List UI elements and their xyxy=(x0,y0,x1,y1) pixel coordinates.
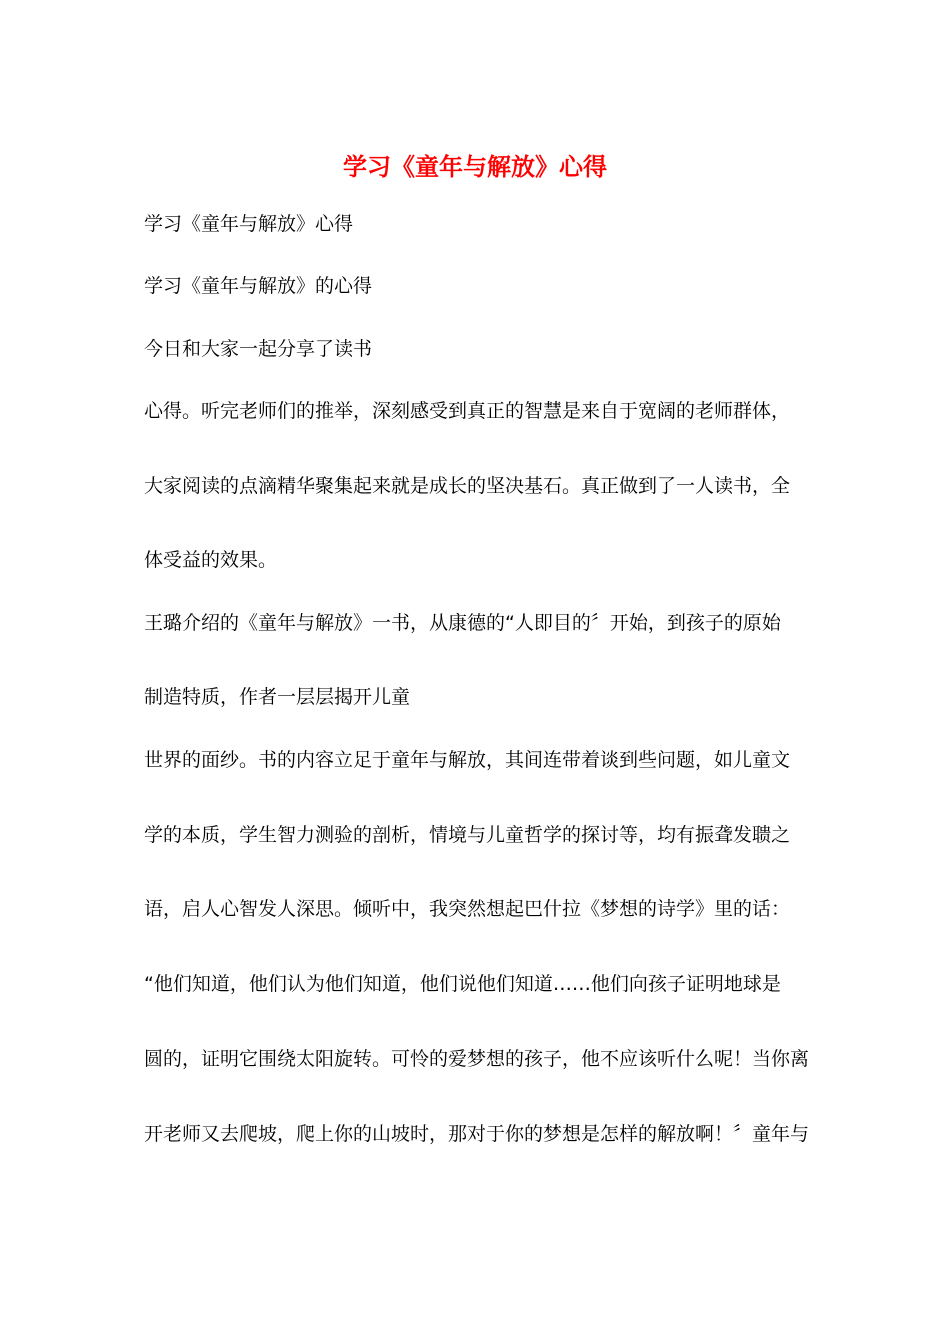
body-line-8: 制造特质，作者一层层揭开儿童 xyxy=(144,686,411,708)
body-line-6: 体受益的效果。 xyxy=(144,549,278,571)
body-line-1: 学习《童年与解放》心得 xyxy=(144,213,354,235)
body-line-13: 圆的，证明它围绕太阳旋转。可怜的爱梦想的孩子，他不应该听什么呢！当你离 xyxy=(144,1048,810,1070)
body-line-10: 学的本质，学生智力测验的剖析，情境与儿童哲学的探讨等，均有振聋发聩之 xyxy=(144,824,791,846)
body-line-2: 学习《童年与解放》的心得 xyxy=(144,275,373,297)
body-line-9: 世界的面纱。书的内容立足于童年与解放，其间连带着谈到些问题，如儿童文 xyxy=(144,749,791,771)
body-line-3: 今日和大家一起分享了读书 xyxy=(144,338,373,360)
body-line-12: “他们知道，他们认为他们知道，他们说他们知道……他们向孩子证明地球是 xyxy=(144,973,781,995)
body-line-11: 语，启人心智发人深思。倾听中，我突然想起巴什拉《梦想的诗学》里的话： xyxy=(144,898,791,920)
body-line-14: 开老师又去爬坡，爬上你的山坡时，那对于你的梦想是怎样的解放啊！〞童年与 xyxy=(144,1123,810,1145)
body-line-4: 心得。听完老师们的推举，深刻感受到真正的智慧是来自于宽阔的老师群体， xyxy=(144,400,791,422)
document-title: 学习《童年与解放》心得 xyxy=(343,152,607,181)
body-line-7: 王璐介绍的《童年与解放》一书，从康德的“人即目的〞开始，到孩子的原始 xyxy=(144,612,781,634)
body-line-5: 大家阅读的点滴精华聚集起来就是成长的坚决基石。真正做到了一人读书，全 xyxy=(144,475,791,497)
